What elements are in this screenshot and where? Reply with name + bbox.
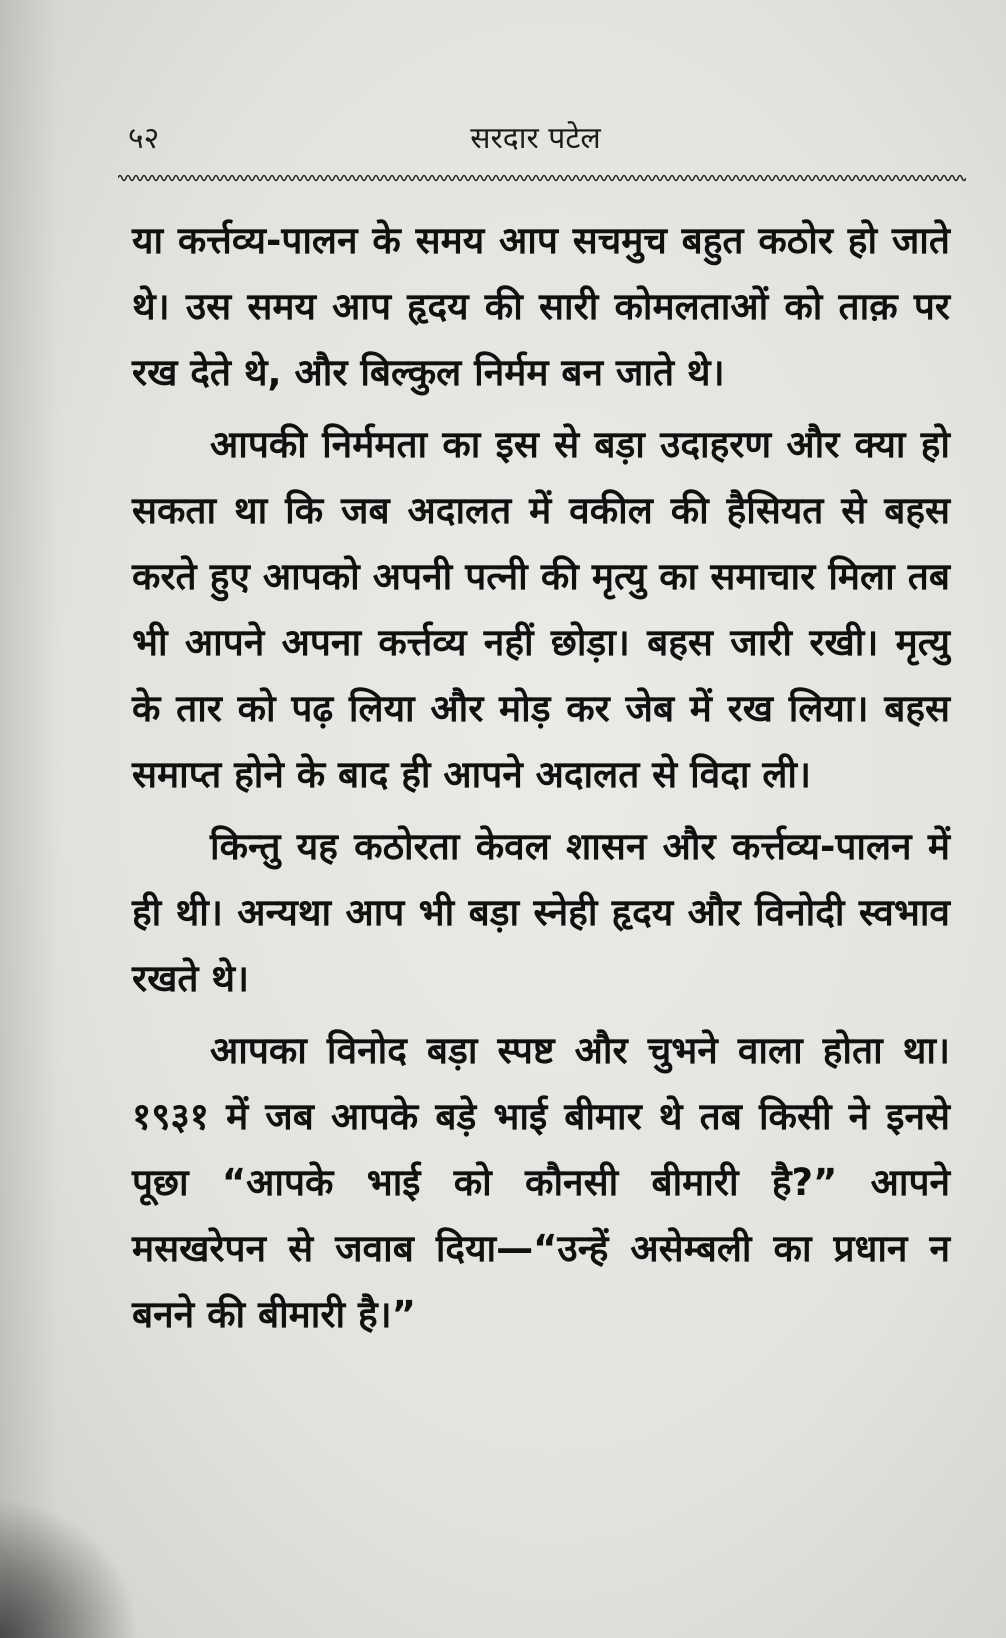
page-number: ५२ <box>128 121 160 156</box>
paragraph-1: या कर्त्तव्य-पालन के समय आप सचमुच बहुत कठोर हो जाते थे। उस समय आप हृदय की सारी कोमलताओं को ताक़ पर रख देते थे, और बिल्कुल निर्मम बन जाते थे। <box>132 219 950 394</box>
header-wavy-rule <box>118 172 966 184</box>
page-corner-shadow <box>0 1498 140 1638</box>
paragraph-3: किन्तु यह कठोरता केवल शासन और कर्त्तव्य-पालन में ही थी। अन्यथा आप भी बड़ा स्नेही हृदय और विनोदी स्वभाव रखते थे। <box>132 825 950 1000</box>
running-head-title: सरदार पटेल <box>470 121 601 156</box>
body-text <box>132 208 950 1348</box>
page-gutter-shadow <box>0 0 60 1638</box>
paragraph-4: आपका विनोद बड़ा स्पष्ट और चुभने वाला होता था। १९३१ में जब आपके बड़े भाई बीमार थे तब किसी ने इनसे पूछा “आपके भाई को कौनसी बीमारी है?” आपने मसखरेपन से जवाब दिया—“उन्हें असेम्बली का प्रधान न बनने की बीमारी है।” <box>132 1029 950 1336</box>
paragraph-2: आपकी निर्ममता का इस से बड़ा उदाहरण और क्या हो सकता था कि जब अदालत में वकील की हैसियत से बहस करते हुए आपको अपनी पत्नी की मृत्यु का समाचार मिला तब भी आपने अपना कर्त्तव्य नहीं छोड़ा। बहस जारी रखी। मृत्यु के तार को पढ़ लिया और मोड़ कर जेब में रख लिया। बहस समाप्त होने के बाद ही आपने अदालत से विदा ली। <box>132 423 950 796</box>
page-header <box>120 110 951 170</box>
